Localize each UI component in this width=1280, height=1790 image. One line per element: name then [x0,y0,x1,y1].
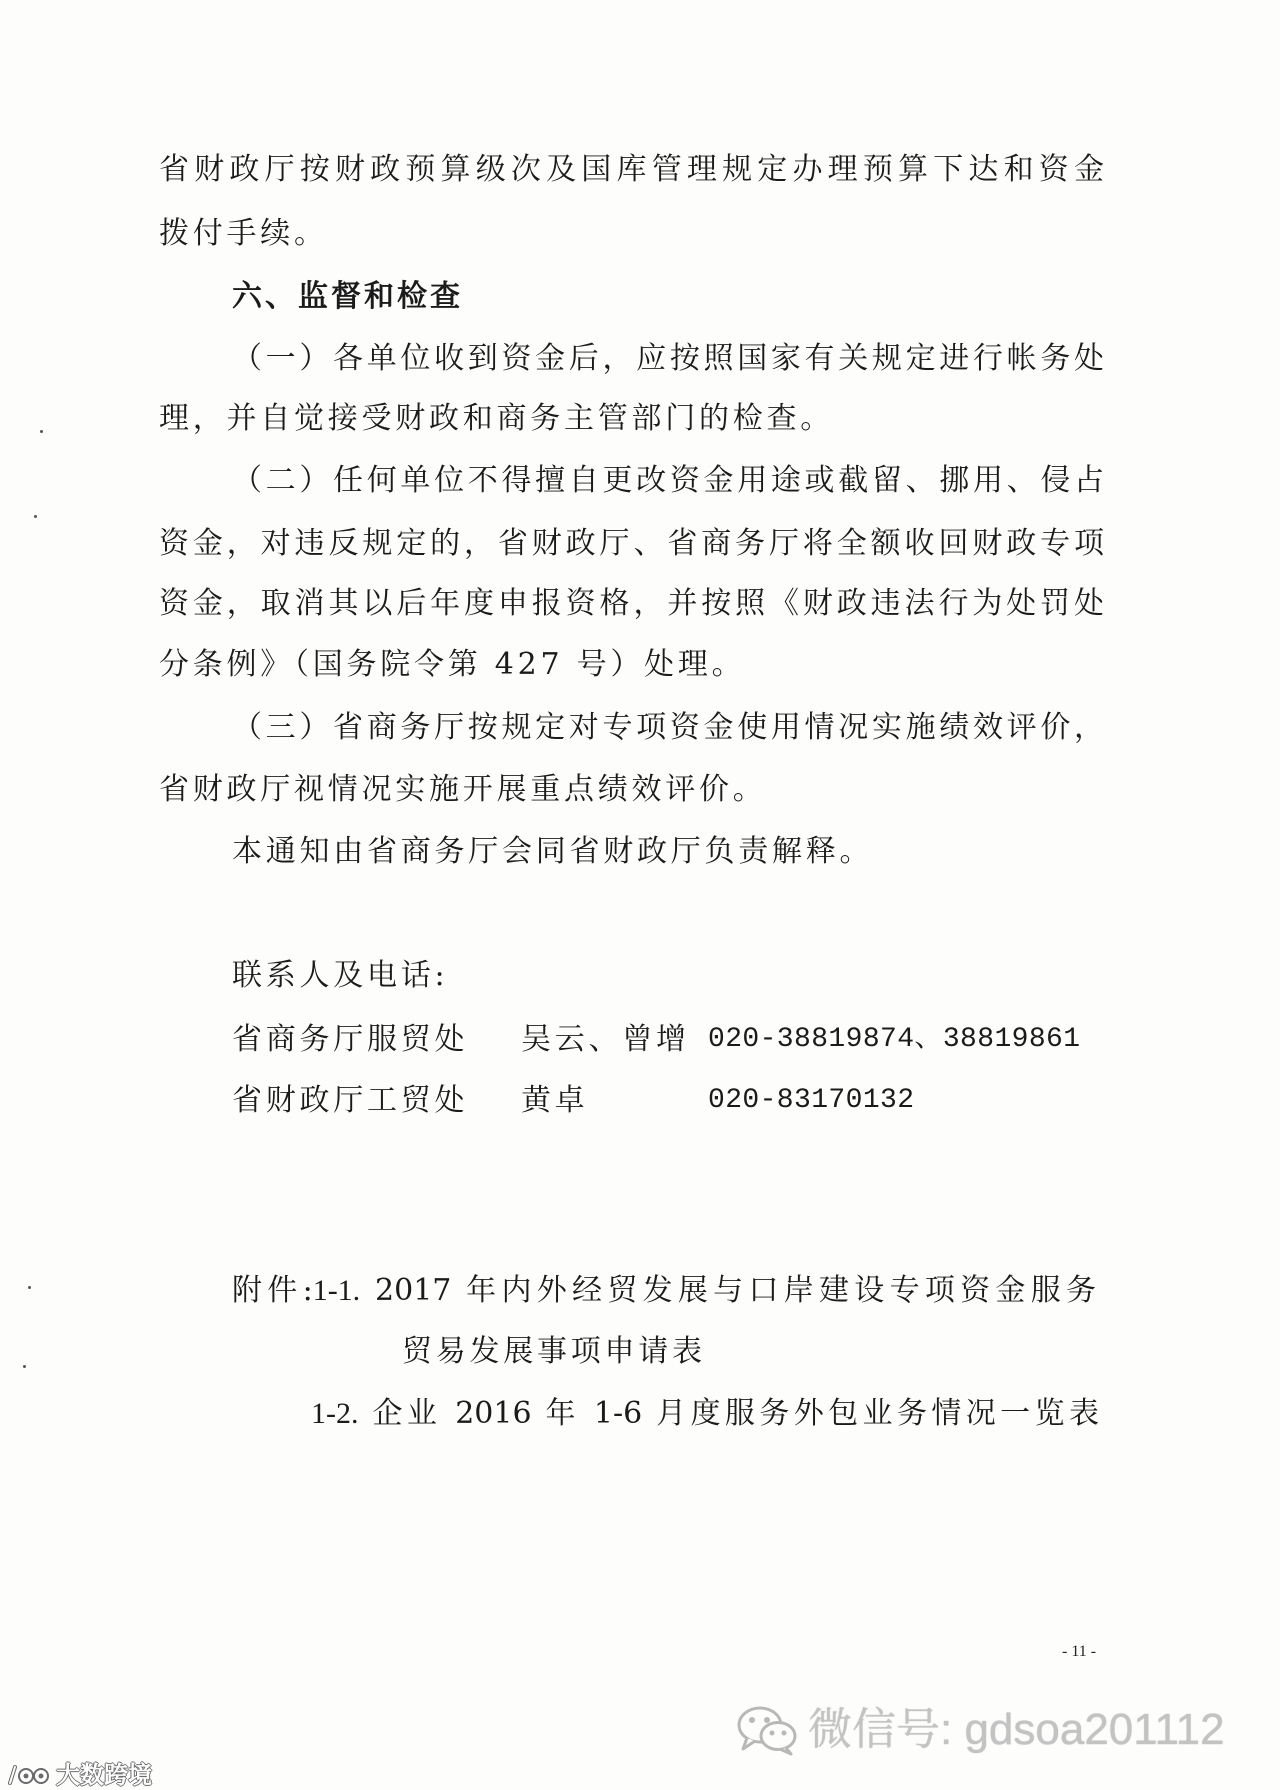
attachment-title-line: 贸易发展事项申请表 [402,1334,706,1369]
item-3-line: 省财政厅视情况实施开展重点绩效评价。 [159,772,767,807]
wechat-icon [736,1704,798,1756]
scan-speck [34,515,37,518]
attachment-number: 1-1. [312,1274,361,1307]
attachment-item-1 [232,1271,1096,1311]
item-2-line: （二）任何单位不得擅自更改资金用途或截留、挪用、侵占 [232,463,1104,498]
item-2-line: 分条例》（国务院令第 427 号）处理。 [159,647,746,682]
wechat-id-watermark: 微信号: gdsoa201112 [808,1705,1225,1754]
item-1-line: 理，并自觉接受财政和商务主管部门的检查。 [159,401,834,436]
attachment-number: 1-2. [311,1397,359,1430]
scan-speck [23,1365,26,1368]
attachment-title-line: 2017 年内外经贸发展与口岸建设专项资金服务 [375,1273,1097,1308]
section-heading: 六、监督和检查 [232,279,463,314]
contact-row [0,1020,1280,1060]
contacts-heading: 联系人及电话: [232,958,449,993]
item-3-line: （三）省商务厅按规定对专项资金使用情况实施绩效评价， [232,710,1104,745]
contact-dept: 省商务厅服贸处 [232,1022,469,1057]
logo-text: 大数跨境 [56,1761,152,1789]
intro-line: 拨付手续。 [159,216,328,251]
item-2-line: 资金，对违反规定的，省财政厅、省商务厅将全额收回财政专项 [159,526,1104,561]
item-1-line: （一）各单位收到资金后，应按照国家有关规定进行帐务处 [232,341,1104,376]
contact-dept: 省财政厅工贸处 [232,1083,469,1118]
contact-names: 黄卓 [521,1083,589,1118]
scan-speck [28,1286,31,1289]
contact-phone: 020-38819874、38819861 [708,1024,1081,1055]
contact-names: 吴云、曾增 [521,1022,690,1057]
page-number: - 11 - [1062,1643,1097,1660]
scan-speck [40,430,43,433]
attachment-title-line: 企业 2016 年 1-6 月度服务外包业务情况一览表 [372,1396,1099,1431]
contact-phone: 020-83170132 [708,1085,915,1116]
attachments-label: 附件: [232,1273,313,1308]
contact-row [0,1081,1280,1121]
intro-line: 省财政厅按财政预算级次及国库管理规定办理预算下达和资金 [159,152,1104,187]
item-2-line: 资金，取消其以后年度申报资格，并按照《财政违法行为处罚处 [159,586,1104,621]
attachment-item-2 [311,1394,1099,1434]
closing-statement: 本通知由省商务厅会同省财政厅负责解释。 [232,834,874,869]
logo-icon [6,1763,52,1788]
